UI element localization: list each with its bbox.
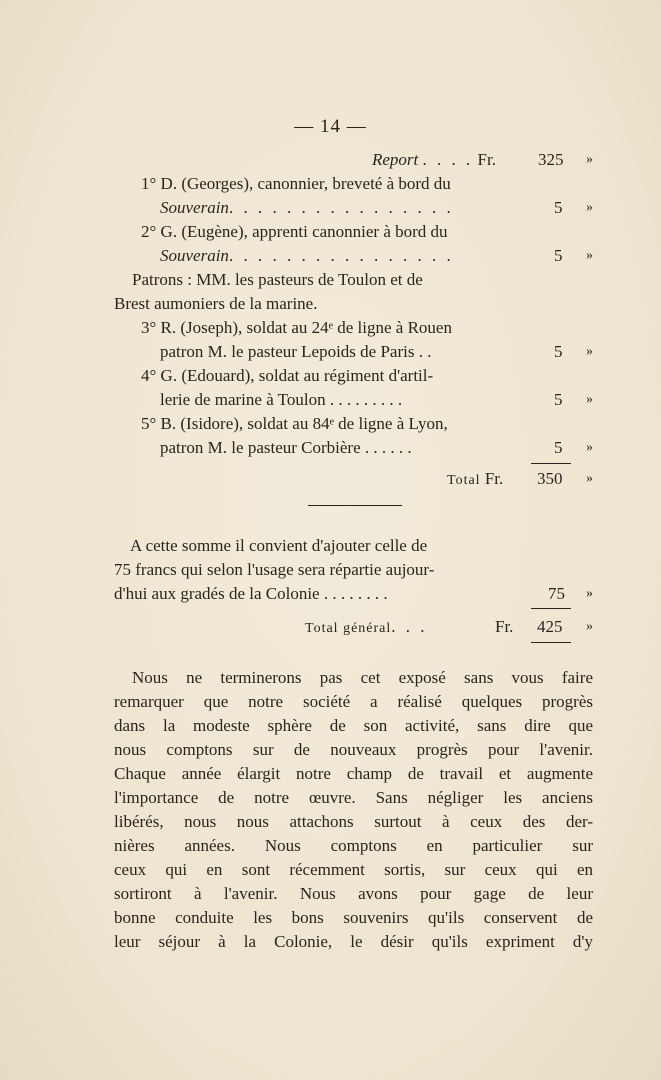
entry-1-amount: 5	[554, 198, 563, 217]
leader-dots: . . . . . . . . . . . . . . . .	[228, 198, 454, 217]
paragraph-line: libérés, nous nous attachons surtout à ceux des der-	[114, 812, 593, 831]
entry-4-line2: lerie de marine à Toulon . . . . . . . . .	[160, 390, 403, 409]
entry-3-amount: 5	[554, 342, 563, 361]
total-label: Total	[447, 473, 481, 488]
paragraph-line: nières années. Nous comptons en particulier sur	[114, 836, 593, 855]
entry-5-unit: »	[586, 440, 593, 455]
addition-amount: 75	[548, 584, 565, 603]
entry-2-line2	[160, 245, 454, 267]
paragraph-line: bonne conduite les bons souvenirs qu'ils conservent de	[114, 908, 593, 927]
report-amount: 325	[538, 150, 564, 169]
paragraph-line: dans la modeste sphère de son activité, sans dire que	[114, 716, 593, 735]
paragraph-line: Nous ne terminerons pas cet exposé sans vous faire	[132, 668, 593, 687]
paragraph-line: l'importance de notre œuvre. Sans négliger les anciens	[114, 788, 593, 807]
addition-line2: 75 francs qui selon l'usage sera répartie aujour-	[114, 560, 435, 579]
total-unit: »	[586, 471, 593, 486]
ship-name: Souverain	[160, 198, 229, 217]
total-amount: 350	[537, 469, 563, 488]
report-unit: »	[586, 152, 593, 167]
grand-total-unit: »	[586, 619, 593, 634]
entry-4-unit: »	[586, 392, 593, 407]
grand-total-underline	[531, 642, 571, 643]
total-line	[447, 468, 503, 492]
grand-total-amount: 425	[537, 617, 563, 636]
grand-total-line	[305, 616, 428, 640]
entry-3-line2: patron M. le pasteur Lepoids de Paris . .	[160, 342, 432, 361]
entry-5-amount: 5	[554, 438, 563, 457]
report-currency: Fr.	[477, 150, 496, 169]
entry-4-line1: 4° G. (Edouard), soldat au régiment d'artil-	[141, 366, 434, 385]
entry-5-line2: patron M. le pasteur Corbière . . . . . .	[160, 438, 412, 457]
grand-sum-rule	[531, 608, 571, 609]
paragraph-line: nous comptons sur de nouveaux progrès pour l'avenir.	[114, 740, 593, 759]
report-line	[372, 149, 496, 171]
addition-line1: A cette somme il convient d'ajouter celle de	[130, 536, 428, 555]
entry-1-line1: 1° D. (Georges), canonnier, breveté à bord du	[141, 174, 451, 193]
entry-3-line1: 3° R. (Joseph), soldat au 24ᵉ de ligne à Rouen	[141, 318, 452, 337]
total-currency: Fr.	[484, 469, 504, 488]
entry-4-amount: 5	[554, 390, 563, 409]
entry-2-line1: 2° G. (Eugène), apprenti canonnier à bord du	[141, 222, 448, 241]
leader-dots: . . . . . . . . . . . . . . . .	[228, 246, 454, 265]
entry-3-unit: »	[586, 344, 593, 359]
entry-1-unit: »	[586, 200, 593, 215]
sum-rule	[531, 463, 571, 464]
entry-2-unit: »	[586, 248, 593, 263]
entry-5-line1: 5° B. (Isidore), soldat au 84ᵉ de ligne à Lyon,	[141, 414, 448, 433]
grand-total-label: Total général	[305, 621, 392, 636]
entry-2-amount: 5	[554, 246, 563, 265]
addition-line3: d'hui aux gradés de la Colonie . . . . . . . .	[114, 584, 388, 603]
grand-total-currency: Fr.	[495, 617, 514, 636]
paragraph-line: sortiront à l'avenir. Nous avons pour gage de leur	[114, 884, 593, 903]
ship-name: Souverain	[160, 246, 229, 265]
page-number: — 14 —	[294, 116, 367, 137]
paragraph-line: leur séjour à la Colonie, le désir qu'ils expriment d'y	[114, 932, 593, 951]
paragraph-line: remarquer que notre société a réalisé quelques progrès	[114, 692, 593, 711]
report-label: Report	[372, 150, 419, 169]
patrons-line2: Brest aumoniers de la marine.	[114, 294, 318, 313]
entry-1-line2	[160, 197, 454, 219]
paragraph-line: ceux qui en sont récemment sortis, sur ceux qui en	[114, 860, 593, 879]
addition-unit: »	[586, 586, 593, 601]
grand-total-dots: . . .	[391, 617, 428, 636]
section-divider	[308, 505, 402, 506]
patrons-line1: Patrons : MM. les pasteurs de Toulon et de	[132, 270, 423, 289]
report-dots: . . . .	[422, 150, 474, 169]
paragraph-line: Chaque année élargit notre champ de travail et augmente	[114, 764, 593, 783]
